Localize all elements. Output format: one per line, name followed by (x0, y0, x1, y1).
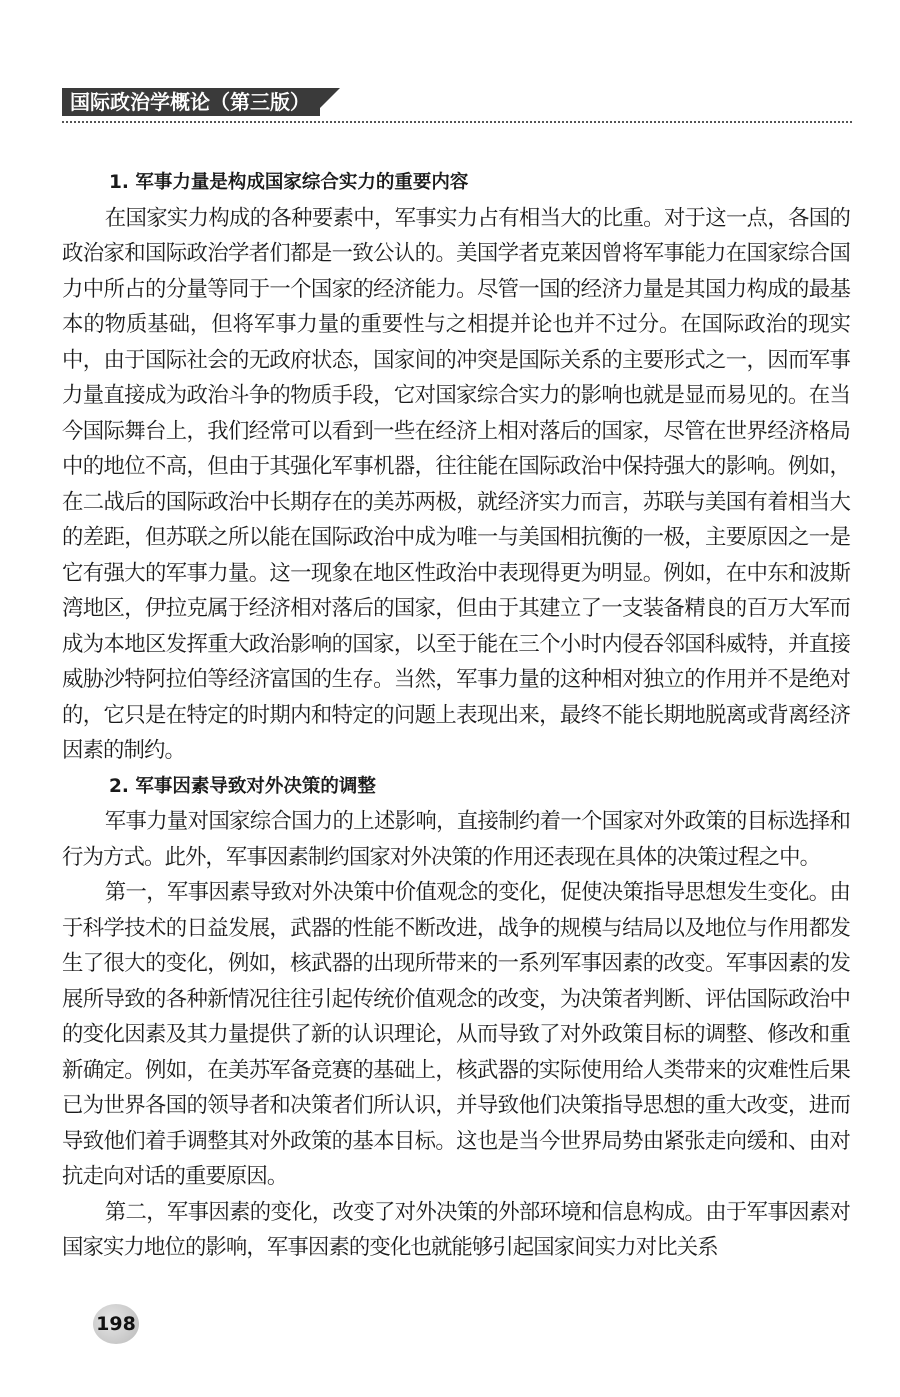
body-paragraph: 第二，军事因素的变化，改变了对外决策的外部环境和信息构成。由于军事因素对国家实力地位的影响，军事因素的变化也就能够引起国家间实力对比关系 (62, 1199, 850, 1260)
page-number: 198 (93, 1304, 139, 1344)
header-band-notch (312, 88, 340, 116)
body-paragraph: 军事力量对国家综合国力的上述影响，直接制约着一个国家对外政策的目标选择和行为方式。此外，军事因素制约国家对外决策的作用还表现在具体的决策过程之中。 (62, 809, 850, 870)
body-paragraph: 第一，军事因素导致对外决策中价值观念的变化，促使决策指导思想发生变化。由于科学技术的日益发展，武器的性能不断改进，战争的规模与结局以及地位与作用都发生了很大的变化，例如，核武器的出现所带来的一系列军事因素的改变。军事因素的发展所导致的各种新情况往往引起传统价值观念的改变，为决策者判断、评估国际政治中的变化因素及其力量提供了新的认识理论，从而导致了对外政策目标的调整、修改和重新确定。例如，在美苏军备竞赛的基础上，核武器的实际使用给人类带来的灾难性后果已为世界各国的领导者和决策者们所认识，并导致他们决策指导思想的重大改变，进而导致他们着手调整其对外政策的基本目标。这也是当今世界局势由紧张走向缓和、由对抗走向对话的重要原因。 (62, 880, 850, 1189)
header-dotted-rule (62, 121, 852, 123)
page-body (62, 165, 850, 1266)
section-heading-2: 2. 军事因素导致对外决策的调整 (109, 775, 376, 797)
body-paragraph: 在国家实力构成的各种要素中，军事实力占有相当大的比重。对于这一点，各国的政治家和国际政治学者们都是一致公认的。美国学者克莱因曾将军事能力在国家综合国力中所占的分量等同于一个国家的经济能力。尽管一国的经济力量是其国力构成的最基本的物质基础，但将军事力量的重要性与之相提并论也并不过分。在国际政治的现实中，由于国际社会的无政府状态，国家间的冲突是国际关系的主要形式之一，因而军事力量直接成为政治斗争的物质手段，它对国家综合实力的影响也就是显而易见的。在当今国际舞台上，我们经常可以看到一些在经济上相对落后的国家，尽管在世界经济格局中的地位不高，但由于其强化军事机器，往往能在国际政治中保持强大的影响。例如，在二战后的国际政治中长期存在的美苏两极，就经济实力而言，苏联与美国有着相当大的差距，但苏联之所以能在国际政治中成为唯一与美国相抗衡的一极，主要原因之一是它有强大的军事力量。这一现象在地区性政治中表现得更为明显。例如，在中东和波斯湾地区，伊拉克属于经济相对落后的国家，但由于其建立了一支装备精良的百万大军而成为本地区发挥重大政治影响的国家，以至于能在三个小时内侵吞邻国科威特，并直接威胁沙特阿拉伯等经济富国的生存。当然，军事力量的这种相对独立的作用并不是绝对的，它只是在特定的时期内和特定的问题上表现出来，最终不能长期地脱离或背离经济因素的制约。 (62, 205, 850, 763)
section-heading-1: 1. 军事力量是构成国家综合实力的重要内容 (109, 172, 469, 193)
running-header-title: 国际政治学概论（第三版） (62, 88, 320, 116)
